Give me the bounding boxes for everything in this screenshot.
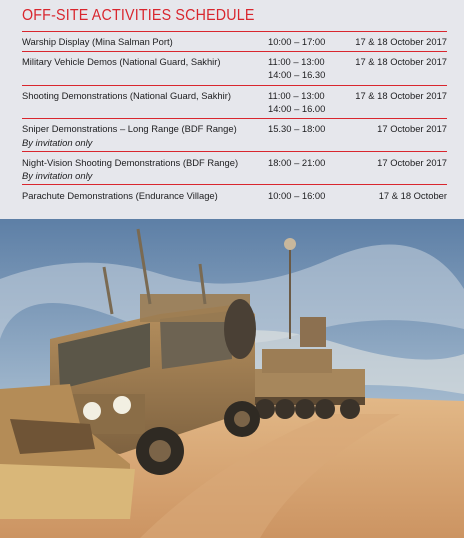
activity-time: 14:00 – 16.00 xyxy=(268,103,326,114)
activity-time: 11:00 – 13:00 xyxy=(268,90,325,101)
activity-time: 15.30 – 18:00 xyxy=(268,123,326,134)
divider xyxy=(22,151,447,152)
divider xyxy=(22,31,447,32)
activity-date: 17 & 18 October 2017 xyxy=(355,56,447,67)
activity-name: Night-Vision Shooting Demonstrations (BDF Range) xyxy=(22,157,239,168)
activity-time: 18:00 – 21:00 xyxy=(268,157,326,168)
activity-note: By invitation only xyxy=(22,170,93,181)
activity-date: 17 & 18 October xyxy=(378,190,447,201)
activity-date: 17 & 18 October 2017 xyxy=(355,90,447,101)
divider xyxy=(22,51,447,52)
activity-time: 11:00 – 13:00 xyxy=(268,56,325,67)
activity-time: 10:00 – 16:00 xyxy=(268,190,326,201)
activity-note: By invitation only xyxy=(22,137,93,148)
activity-time: 10:00 – 17:00 xyxy=(268,36,326,47)
activity-name: Sniper Demonstrations – Long Range (BDF Range) xyxy=(22,123,237,134)
activity-name: Parachute Demonstrations (Endurance Village) xyxy=(22,190,218,201)
activity-name: Warship Display (Mina Salman Port) xyxy=(22,36,173,47)
divider xyxy=(22,184,447,185)
activity-date: 17 & 18 October 2017 xyxy=(355,36,447,47)
schedule-title: OFF-SITE ACTIVITIES SCHEDULE xyxy=(22,7,255,24)
military-vehicles-photo xyxy=(0,219,464,538)
divider xyxy=(22,85,447,86)
divider xyxy=(22,118,447,119)
activity-time: 14:00 – 16.30 xyxy=(268,69,326,80)
activity-name: Military Vehicle Demos (National Guard, Sakhir) xyxy=(22,56,221,67)
schedule-panel xyxy=(0,0,464,213)
activity-name: Shooting Demonstrations (National Guard, Sakhir) xyxy=(22,90,231,101)
activity-date: 17 October 2017 xyxy=(377,123,447,134)
desert-convoy-illustration xyxy=(0,219,464,538)
activity-date: 17 October 2017 xyxy=(377,157,447,168)
